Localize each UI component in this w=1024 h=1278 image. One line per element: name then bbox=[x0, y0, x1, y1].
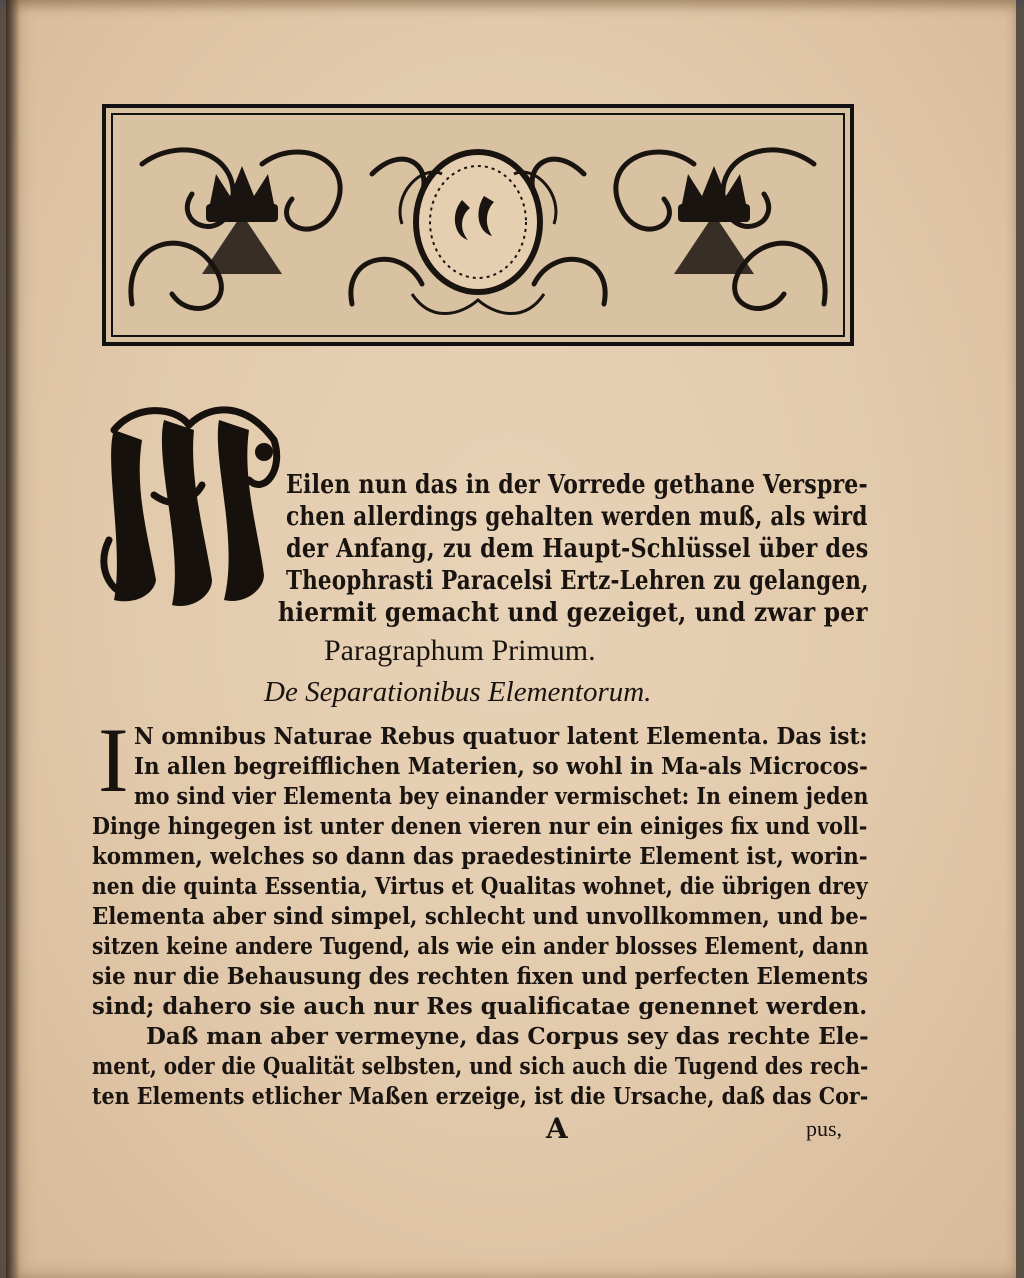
body-line: Elementa aber sind simpel, schlecht und unvollkommen, und be- bbox=[92, 903, 868, 930]
catchword: pus, bbox=[806, 1116, 843, 1141]
intro-line: chen allerdings gehalten werden muß, als wird bbox=[286, 502, 868, 532]
body-initial: I bbox=[98, 709, 129, 811]
body-line: nen die quinta Essentia, Virtus et Qualitas wohnet, die übrigen drey bbox=[92, 873, 868, 900]
body-line: sitzen keine andere Tugend, als wie ein ander blosses Element, dann bbox=[92, 933, 869, 960]
spine-shadow bbox=[6, 0, 20, 1278]
initial-w-drawing bbox=[94, 400, 286, 615]
section-heading: Paragraphum Primum. bbox=[324, 634, 596, 667]
body-line: sind; dahero sie auch nur Res qualificatae genennet werden. bbox=[92, 993, 868, 1020]
body-line: Dinge hingegen ist unter denen vieren nur ein einiges fix und voll- bbox=[92, 813, 868, 840]
book-page bbox=[6, 0, 1016, 1278]
body-line: N omnibus Naturae Rebus quatuor latent Elementa. Das ist: bbox=[134, 723, 868, 750]
body-line: ment, oder die Qualität selbsten, und sich auch die Tugend des rech- bbox=[92, 1053, 869, 1080]
body-line: Daß man aber vermeyne, das Corpus sey das rechte Ele- bbox=[146, 1023, 869, 1050]
intro-line: Theophrasti Paracelsi Ertz-Lehren zu gelangen, bbox=[286, 566, 869, 596]
intro-line: Eilen nun das in der Vorrede gethane Verspre- bbox=[286, 470, 868, 500]
decorated-initial-w bbox=[94, 400, 286, 615]
body-line: sie nur die Behausung des rechten fixen und perfecten Elements bbox=[92, 963, 869, 990]
signature-mark: A bbox=[546, 1112, 568, 1145]
section-subheading: De Separationibus Elementorum. bbox=[264, 676, 652, 708]
intro-line: hiermit gemacht und gezeiget, und zwar per bbox=[278, 598, 868, 628]
body-line: mo sind vier Elementa bey einander vermischet: In einem jeden bbox=[134, 783, 869, 810]
intro-line: der Anfang, zu dem Haupt-Schlüssel über des bbox=[286, 534, 869, 564]
headpiece-ornament-drawing bbox=[102, 104, 854, 346]
ornamental-headpiece bbox=[102, 104, 854, 346]
body-line: kommen, welches so dann das praedestinirte Element ist, worin- bbox=[92, 843, 868, 870]
body-line: In allen begreifflichen Materien, so wohl in Ma-als Microcos- bbox=[134, 753, 868, 780]
body-line: ten Elements etlicher Maßen erzeige, ist die Ursache, daß das Cor- bbox=[92, 1083, 869, 1110]
